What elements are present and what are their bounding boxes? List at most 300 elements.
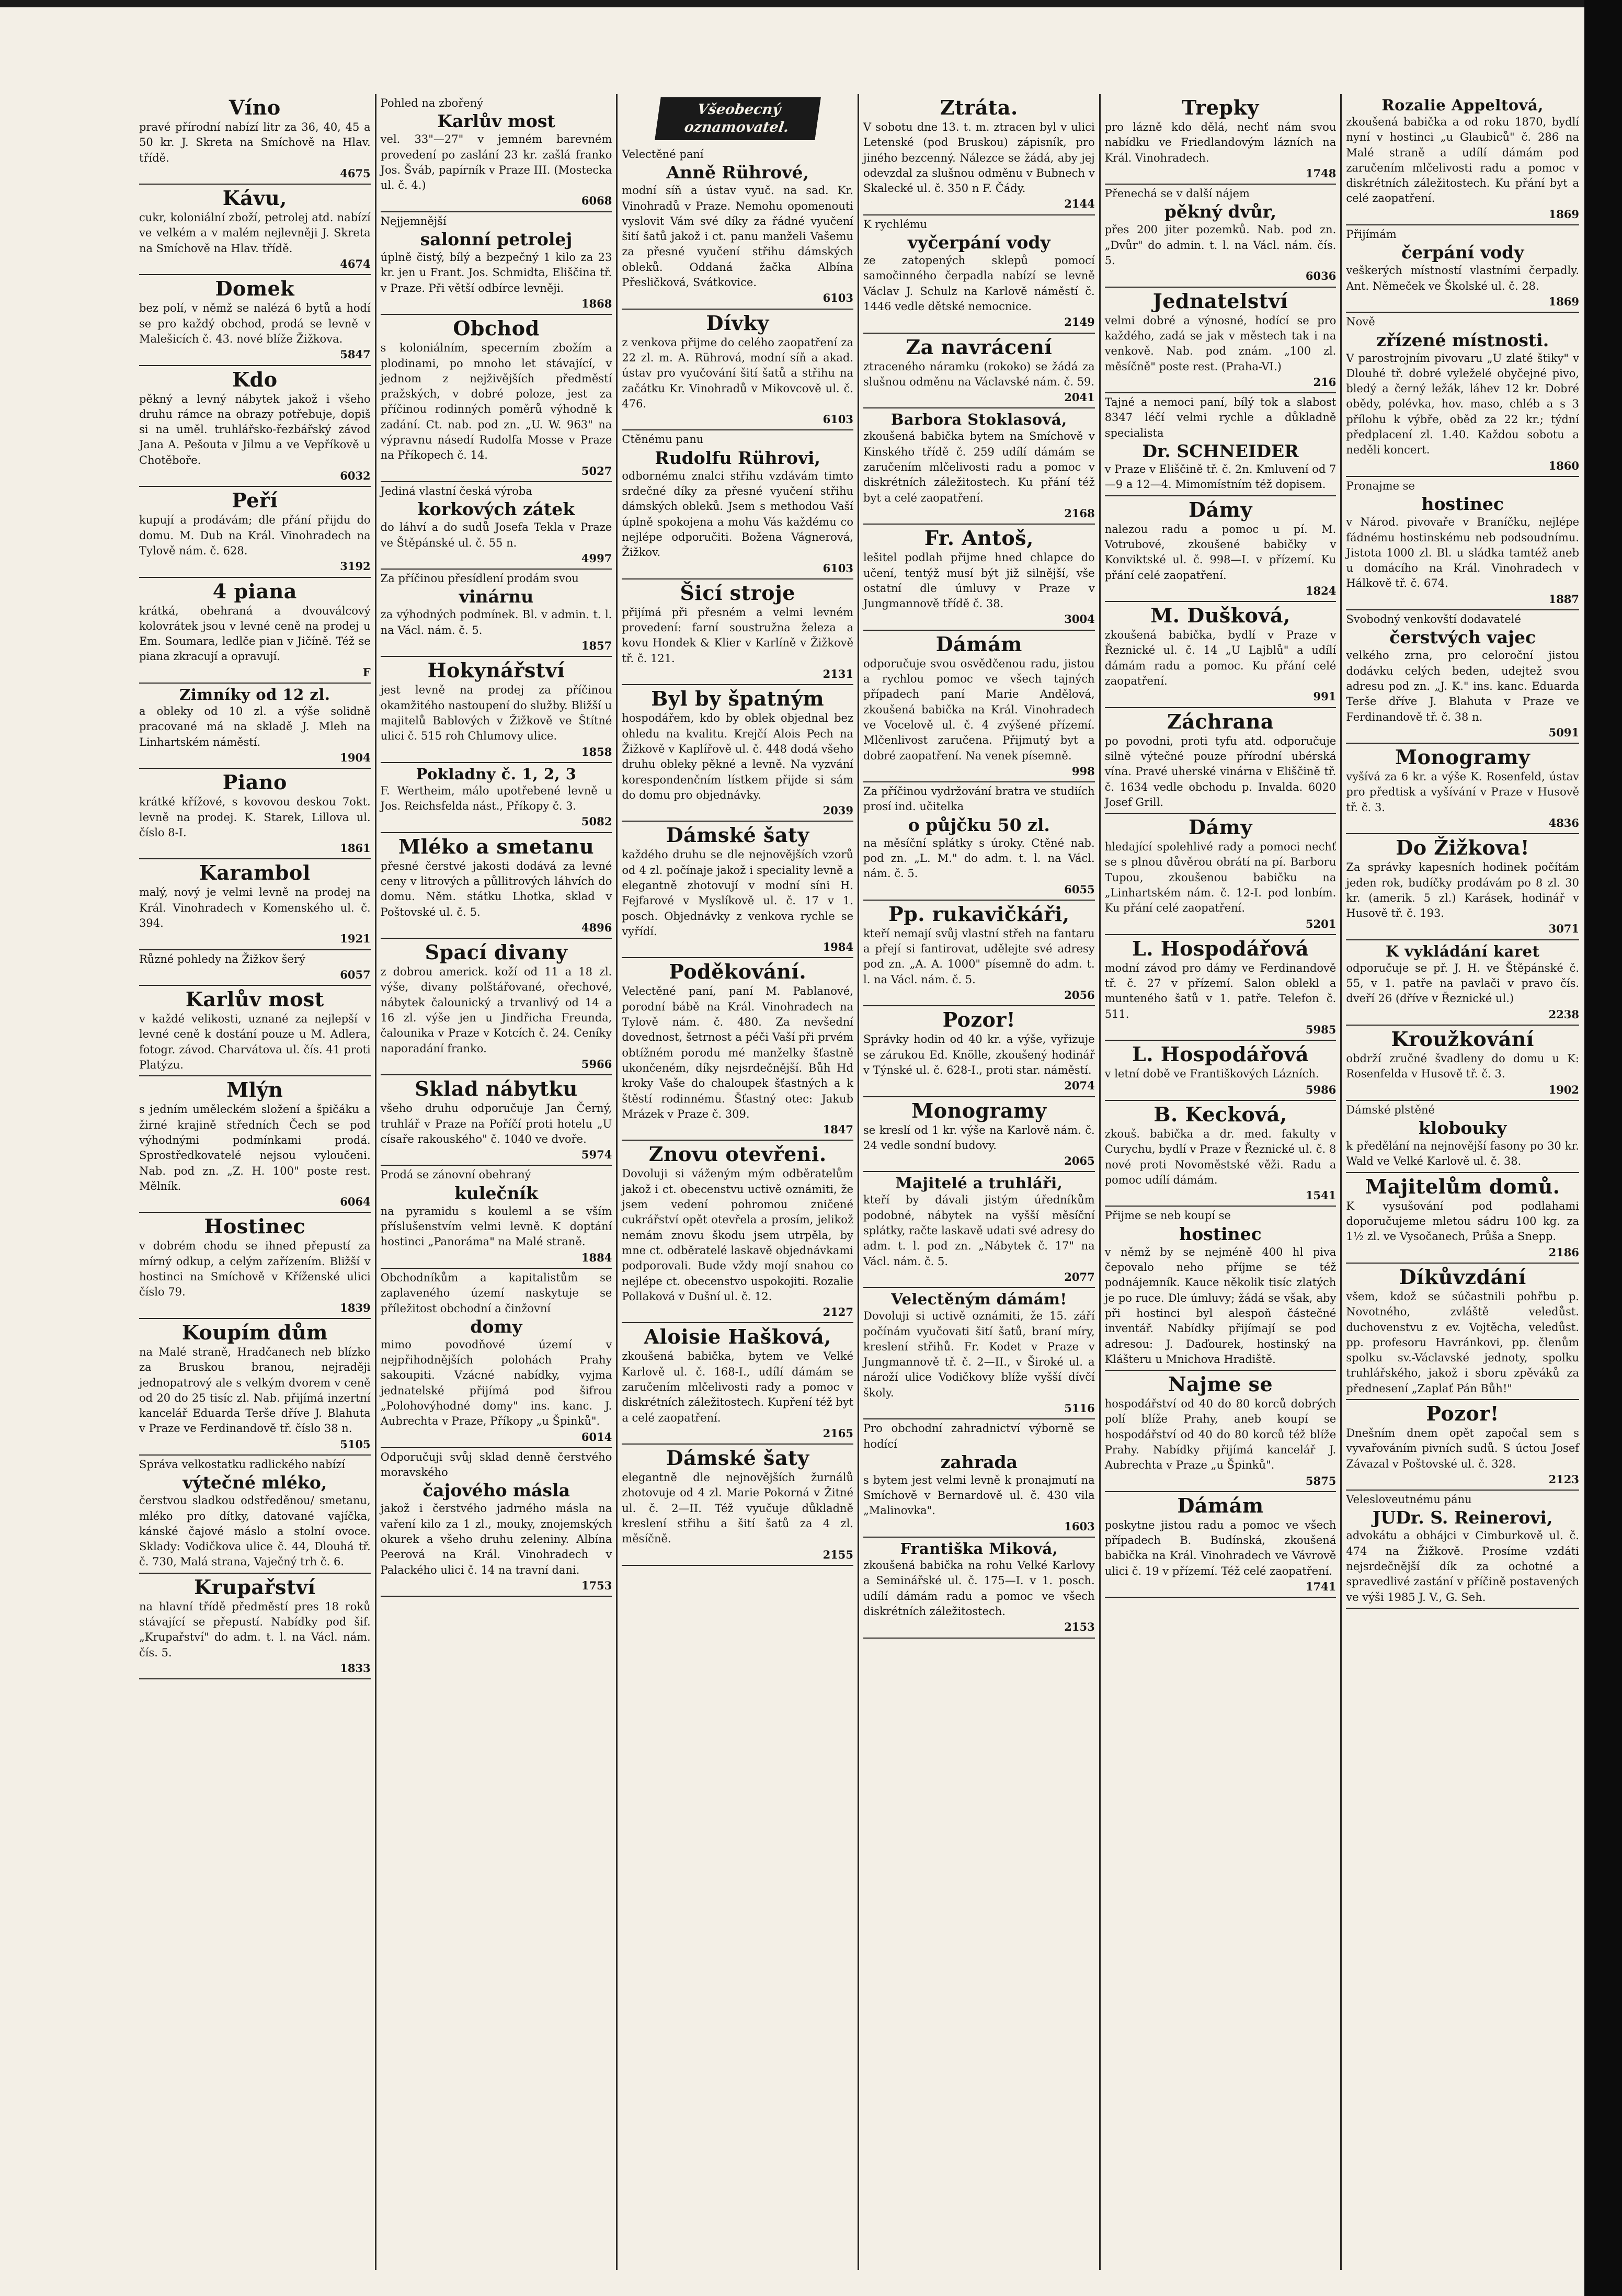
ad-body: [1346, 1102, 1579, 1169]
classified-ad: [863, 525, 1095, 630]
ad-text: Pohled na zbořený: [380, 97, 484, 109]
ad-body: [381, 96, 612, 193]
ad-body: [622, 984, 853, 1122]
ad-heading: Víno: [229, 96, 281, 119]
ad-number: 5201: [1305, 917, 1337, 930]
classified-ad: [863, 1419, 1095, 1538]
ad-body: [1346, 1199, 1579, 1245]
top-edge: [0, 0, 1622, 7]
ad-body: [1105, 186, 1337, 268]
classified-ad: [863, 1006, 1095, 1097]
classified-ad: [863, 782, 1095, 901]
masthead-line-2: oznamovatel.: [683, 119, 790, 135]
ad-text-continued: velkého zrna, pro celoroční jistou dodávku celých beden, udejtež svou adresu pod zn. „J. K." ins. kanc. Eduarda Terše dříve J. Blahuta v Praze ve Ferdinandově tř. č. 38 n.: [1346, 649, 1580, 723]
ad-body: [1105, 1396, 1337, 1473]
ad-number: 2074: [1064, 1079, 1095, 1093]
ad-number: 1833: [340, 1661, 371, 1675]
classified-ad: [139, 185, 371, 275]
ad-body: [381, 964, 612, 1056]
ad-text: Velectěné paní: [622, 148, 704, 161]
classified-ad: [1346, 1264, 1579, 1400]
ad-text: Ctěnému panu: [622, 433, 704, 446]
classified-ad: [863, 215, 1095, 334]
ad-number: 2123: [1548, 1472, 1580, 1486]
ad-highlight: vyčerpání vody: [907, 232, 1050, 253]
classified-ad: [1346, 1173, 1579, 1264]
classified-ad: [622, 1445, 853, 1566]
ad-heading: Pp. rukavičkáři,: [888, 902, 1070, 926]
ad-number: 1887: [1548, 592, 1580, 606]
ad-number: 5027: [581, 464, 612, 478]
classified-ad: [622, 145, 853, 310]
ad-text: zkoušená babička na rohu Velké Karlovy a Seminářské ul. č. 175—I. v 1. posch. udílí dámám radu a pomoc ve všech diskrétních záležitostech.: [863, 1559, 1095, 1618]
ad-body: [622, 1166, 853, 1304]
classified-ad: [1105, 708, 1337, 814]
classified-ad: [1346, 477, 1579, 610]
ad-heading: Spací divany: [425, 940, 568, 964]
ad-body: [381, 484, 612, 551]
classified-ad: [863, 1538, 1095, 1638]
ad-text: po povodni, proti tyfu atd. odporučuje silně výtečné pouze přírodní ubérská vína. Pravé uherské vinárna v Eliščině tř. č. 1634 vedle obchodu p. Invalda. 6020 Josef Grill.: [1104, 734, 1337, 809]
ad-heading: Hostinec: [204, 1214, 306, 1238]
classified-ad: [1105, 1101, 1337, 1207]
column-2: [376, 94, 618, 2270]
ad-text: Dovoluji si uctivě oznámiti, že 15. září počínám vyučovati šití šatů, braní míry, kreslení střihů. Fr. Kodet v Praze v Jungmannově tř. č. 2—II., v Široké ul. a nároží ulice Vodičkovy blíže vyšší dívčí školy.: [863, 1310, 1095, 1399]
ad-body: [139, 604, 371, 665]
ad-heading: Koupím dům: [181, 1320, 328, 1344]
ad-number: 6014: [581, 1430, 612, 1443]
ad-heading: Velectěným dámám!: [891, 1290, 1067, 1309]
ad-body: [622, 605, 853, 666]
ad-text: nalezou radu a pomoc u pí. M. Votrubové, zkoušené babičky v Konviktské ul. č. 998—I. v přízemí. Ku přání celé zaopatření.: [1104, 522, 1337, 582]
ad-body: [1346, 769, 1579, 815]
classified-ad: [1105, 1207, 1337, 1371]
ad-heading: Františka Miková,: [900, 1540, 1058, 1558]
ad-body: [139, 1102, 371, 1194]
ad-highlight: čerpání vody: [1401, 242, 1524, 263]
classified-ad: [1105, 1041, 1337, 1101]
ad-heading: Fr. Antoš,: [924, 526, 1034, 550]
ad-heading: Dámy: [1189, 815, 1252, 839]
ad-text: Tajné a nemoci paní, bílý tok a slabost 8347 léčí velmi rychle a důkladně specialista: [1104, 396, 1337, 439]
ad-text: krátké křížové, s kovovou deskou 7okt. levně na prodej. K. Starek, Lillova ul. číslo 8-I.: [139, 795, 371, 839]
column-4: [859, 94, 1101, 2270]
ad-body: [1346, 1289, 1579, 1396]
ad-heading: Aloisie Hašková,: [644, 1325, 831, 1349]
ad-number: 1884: [581, 1251, 612, 1264]
classified-ad: [622, 1323, 853, 1445]
ad-text-continued: advokátu a obhájci v Cimburkově ul. č. 474 na Žižkově. Prosíme vzdáti nejsrdečnější dík za ochotné a spravedlivé zastání v příčině postavených ve výši 1985 J. V., G. Seh.: [1346, 1529, 1580, 1604]
ad-text: zkoušená babička, bytem ve Velké Karlově ul. č. 168-I., udílí dámám se zaručením mlčelivosti rady a pomoc v diskrétních záležitostech. Kupření též byt a celé zaopatření.: [622, 1350, 854, 1424]
classified-ad: [139, 859, 371, 950]
ad-body: [863, 926, 1095, 987]
ad-text: přijímá při přesném a velmi levném provedení: farní soustružna železa a kovu Hondek & Klier v Karlíně v Žižkově tř. č. 121.: [622, 606, 854, 665]
ad-heading: B. Kecková,: [1153, 1102, 1287, 1126]
ad-text: Správa velkostatku radlického nabízí: [139, 1458, 346, 1471]
ad-number: 1860: [1548, 459, 1580, 472]
masthead-line-1: Všeobecný: [696, 101, 782, 118]
ad-number: 4836: [1548, 816, 1580, 829]
ad-heading: Pokladny č. 1, 2, 3: [416, 765, 577, 783]
classified-ad: [1346, 1026, 1579, 1101]
ad-number: 2077: [1064, 1270, 1095, 1283]
ad-body: [381, 1270, 612, 1429]
ad-number: 998: [1071, 764, 1095, 778]
ad-text: pravé přírodní nabízí litr za 36, 40, 45 a 50 kr. J. Skreta na Smíchově na Hlav. třídě.: [139, 121, 371, 164]
ad-heading: Šicí stroje: [680, 581, 795, 605]
ad-text-continued: jakož i čerstvého jadrného másla na vaření kilo za 1 zl., mouky, znojemských okurek a všeho druhu zeleniny. Albína Peerová na Král. Vinohradech v Palackého ulici č. 14 na travní dani.: [380, 1502, 612, 1576]
ad-number: 6032: [340, 469, 371, 483]
ad-text: odporučuje se př. J. H. ve Štěpánské č. 55, v 1. patře na pavlači v pravo čís. dveří 26 (dříve v Řeznické ul.): [1346, 961, 1580, 1005]
ad-body: [139, 1457, 371, 1570]
classified-ad: [1105, 288, 1337, 393]
ad-body: [381, 1101, 612, 1147]
ad-number: 2056: [1064, 988, 1095, 1002]
ad-text: Přijímám: [1346, 228, 1397, 241]
ad-number: 5966: [581, 1057, 612, 1071]
classified-ad: [1346, 313, 1579, 477]
ad-body: [1105, 395, 1337, 492]
classified-ad: [381, 570, 612, 657]
ad-number: 2041: [1064, 391, 1095, 404]
ad-number: 1921: [340, 932, 371, 946]
classified-ad: [1346, 225, 1579, 313]
ad-heading: Znovu otevřeni.: [648, 1142, 827, 1166]
ad-body: [863, 550, 1095, 611]
ad-number: 5974: [581, 1148, 612, 1162]
ad-heading: Mléko a smetanu: [398, 834, 595, 858]
ad-heading: Sklad nábytku: [415, 1077, 578, 1101]
ad-number: 1858: [581, 745, 612, 758]
ad-body: [863, 359, 1095, 390]
ad-heading: Dívky: [706, 311, 769, 335]
classified-ad: [1346, 940, 1579, 1026]
classified-ad: [1105, 814, 1337, 935]
classified-ad: [139, 578, 371, 684]
ad-number: 1839: [340, 1301, 371, 1314]
ad-text-continued: V parostrojním pivovaru „U zlaté štiky" v Dlouhé tř. dobré vyleželé obyčejné pivo, bledý a černý ležák, láhev 12 kr. Dobré obědy, polévka, hov. maso, chléb a s 3 přílohu k výbře, oběd za 22 kr.; týdní předplacení zl. 1.40. Každou sobotu a neděli koncert.: [1346, 351, 1580, 457]
ad-heading: Monogramy: [1395, 745, 1530, 769]
ad-text: kteří nemají svůj vlastní střeh na fantaru a přejí si fantirovat, udělejte své adresy pod zn. „A. A. 1000" písemně do adm. t. l. na Václ. nám. č. 5.: [863, 927, 1095, 986]
ad-heading: M. Dušková,: [1150, 604, 1290, 628]
ad-number: 4997: [581, 551, 612, 565]
ad-heading: Ztráta.: [940, 96, 1018, 119]
classified-ad: [863, 408, 1095, 525]
ad-number: 6036: [1305, 269, 1337, 283]
ad-text: zkoušená babička, bydlí v Praze v Řeznické ul. č. 14 „U Lajblů" a udílí dámám radu a pomoc. Ku přání celé zaopatření.: [1104, 629, 1337, 688]
ad-body: [139, 1238, 371, 1300]
classified-ad: [381, 1448, 612, 1597]
ad-number: 5116: [1064, 1402, 1095, 1415]
ad-text: kteří by dávali jistým úředníkům podobné, nábytek na vyšší měsíční splátky, račte laskavě udati své adresy do adm. t. l. pod zn. „Nábytek č. 17" na Václ. nám. č. 5.: [863, 1194, 1095, 1268]
ad-number: 3192: [340, 560, 371, 573]
ad-text-continued: ze zatopených sklepů pomocí samočinného čerpadla nabízí se levně Václav J. Schulz na Karlově náměstí č. 1446 vedle dětské nemocnice.: [863, 254, 1095, 313]
column-3: [618, 94, 859, 2270]
ad-highlight: vinárnu: [459, 586, 534, 607]
ad-text: Nově: [1346, 315, 1375, 328]
ad-heading: Dámy: [1189, 497, 1252, 521]
ad-text: všeho druhu odporučuje Jan Černý, truhlář v Praze na Poříčí proti hotelu „U císaře rakouského" č. 1040 ve dvoře.: [380, 1102, 612, 1145]
ad-text: Přenechá se v další nájem: [1104, 187, 1250, 200]
ad-number: 1861: [340, 842, 371, 855]
classified-ad: [139, 487, 371, 577]
classified-ad: [622, 958, 853, 1141]
ad-body: [1105, 120, 1337, 166]
classified-ad: [139, 366, 371, 487]
ad-number: 6064: [340, 1195, 371, 1209]
ad-highlight: zřízené místnosti.: [1376, 329, 1549, 350]
classified-ad: [622, 579, 853, 685]
ad-body: [1346, 479, 1579, 592]
ad-text-continued: v němž by se nejméně 400 hl piva čepovalo neho příjme se též podnájemník. Kauce několik tisíc zlatých je po ruce. Dle úmluvy; žádá se však, aby při hostinci byl alespoň částečné inventář. Nabídky přijímají se pod adresou: J. Daďourek, hostinský na Klášteru u Mnichova Hradiště.: [1104, 1245, 1337, 1366]
ad-text: z venkova přijme do celého zaopatření za 22 zl. m. A. Rührová, modní síň a akad. ústav pro vyučování šití šatů a střihu na začátku Kr. Vinohradů v Mikovcově ul. č. 476.: [622, 336, 854, 410]
ad-text: Dnešním dnem opět započal sem s vyvařováním pivních sudů. S úctou Josef Závazal v Poštovské ul. č. 328.: [1346, 1427, 1580, 1470]
ad-text: Odporučuji svůj sklad denně čerstvého moravského: [380, 1450, 612, 1479]
ad-highlight: čajového másla: [422, 1480, 570, 1501]
ad-text: zkouš. babička a dr. med. fakulty v Curychu, bydlí v Praze v Řeznické ul. č. 8 nové proti Novoměstské věži. Radu a pomoc udílí dámám.: [1104, 1127, 1337, 1186]
classified-ad: [381, 657, 612, 763]
ad-body: [622, 1470, 853, 1547]
ad-text: Správky hodin od 40 kr. a výše, vyřizuje se zárukou Ed. Knölle, zkoušený hodinář v Týnské ul. č. 628-I., proti star. náměstí.: [863, 1033, 1095, 1076]
ad-text: krátká, obehraná a dvouválcový kolovrátek jsou v levné ceně na prodej u Em. Soumara, ledlče pian v Jičíně. Též se piana zkracují a opravují.: [139, 604, 371, 663]
ad-heading: Kroužkování: [1391, 1027, 1534, 1051]
classified-ad: [1105, 185, 1337, 287]
ad-highlight: Rudolfu Rührovi,: [655, 447, 821, 468]
ad-number: F: [362, 665, 371, 679]
classified-ad: [863, 1097, 1095, 1173]
ad-heading: Zimníky od 12 zl.: [179, 686, 330, 704]
ad-text-continued: k předělání na nejnovější fasony po 30 kr. Wald ve Velké Karlově ul. č. 38.: [1346, 1140, 1580, 1168]
ad-highlight: čerstvých vajec: [1389, 627, 1536, 648]
classified-ad: [863, 1288, 1095, 1419]
ad-text-continued: na pyramidu s kouleml a se vším příslušenstvím velmi levně. K doptání hostinci „Panoráma" na Malé straně.: [380, 1204, 612, 1248]
ad-heading: Krupařství: [194, 1575, 316, 1599]
ad-highlight: JUDr. S. Reinerovi,: [1372, 1507, 1553, 1528]
ad-body: [139, 301, 371, 347]
ad-text: s koloniálním, specerním zbožím a plodinami, po mnoho let stávající, v jednom z nejživějších předměstí pražských, v dobré poloze, jest za příčinou rodinných poměrů výhodně k zadání. Ct. nab. pod zn. „U. W. 963" na výpravnu násedí Rudolfa Mosse v Praze na Příkopech č. 14.: [380, 342, 612, 462]
ad-text-continued: v Národ. pivovaře v Braníčku, nejlépe fádnému hostinskému neb podsoudnímu. Jistota 1000 zl. Bl. u sládka tamtéž aneb u domácího na Král. Vinohradech v Hálkově tř. č. 674.: [1346, 516, 1580, 590]
ad-highlight: domy: [470, 1316, 522, 1337]
ad-heading: Obchod: [453, 316, 540, 340]
ad-number: 1541: [1305, 1189, 1337, 1202]
ad-text: obdrží zručné švadleny do domu u K: Rosenfelda v Husově tř. č. 3.: [1346, 1052, 1580, 1081]
classified-ad: [139, 275, 371, 366]
ad-text: Za správky kapesních hodinek počítám jeden rok, budíčky prodávám po 8 zl. 30 kr. (amerik. 5 zl.) Karásek, hodinář v Husově tř. č. 193.: [1346, 861, 1580, 920]
ad-heading: L. Hospodářová: [1132, 1042, 1309, 1066]
ad-body: [1105, 961, 1337, 1022]
ad-body: [863, 1421, 1095, 1518]
ad-heading: Poděkování.: [669, 960, 807, 984]
ad-number: 4896: [581, 920, 612, 934]
classified-ad: [622, 822, 853, 958]
classified-ad: [1105, 602, 1337, 708]
ad-highlight: korkových zátek: [417, 499, 575, 520]
ad-body: [139, 1345, 371, 1437]
classified-ad: [139, 1574, 371, 1679]
ad-heading: Trepky: [1182, 96, 1259, 119]
ad-text: v letní době ve Františkových Lázních.: [1104, 1067, 1319, 1081]
ad-text: a obleky od 10 zl. a výše solidně pracované má na skladě J. Mleh na Linhartském náměstí.: [139, 705, 371, 748]
classified-ad: [1346, 94, 1579, 225]
ad-number: 5091: [1548, 725, 1580, 739]
ad-text: vyšívá za 6 kr. a výše K. Rosenfeld, ústav pro předtisk a vyšívání v Praze v Husově tř. č. 3.: [1346, 770, 1580, 814]
ad-number: 1904: [340, 751, 371, 764]
ad-heading: Mlýn: [226, 1078, 283, 1102]
ad-text-continued: čerstvou sladkou odstředěnou/ smetanu, mléko pro dítky, datované vajíčka, kánské čajové máslo a stolní ovoce. Sklady: Vodičkova ulice č. 44, Dlouhá tř. č. 730, Malá strana, Vaječný trh č. 6.: [139, 1494, 371, 1568]
ad-body: [1105, 839, 1337, 916]
ad-heading: Hokynářství: [427, 658, 565, 683]
ad-body: [863, 1123, 1095, 1154]
classified-ad: [381, 482, 612, 570]
masthead: [655, 97, 821, 140]
ad-number: 5986: [1305, 1083, 1337, 1096]
ad-text: Dámské plstěné: [1346, 1103, 1435, 1116]
ad-body: [1346, 1426, 1579, 1472]
classified-ad: [1346, 1400, 1579, 1491]
ad-number: 2144: [1064, 197, 1095, 211]
classified-ad: [863, 94, 1095, 215]
ad-body: [139, 794, 371, 840]
ad-body: [863, 217, 1095, 314]
ad-body: [139, 120, 371, 166]
ad-heading: Do Žižkova!: [1396, 836, 1530, 860]
ad-highlight: salonní petrolej: [420, 229, 573, 250]
ad-text: s jedním uměleckém složení a špičáku a žirné krajině středních Čech se pod výhodnými podmínkami prodá. Sprostředkovatelé nejsou vyloučeni. Nab. pod zn. „Z. H. 100" poste rest. Mělník.: [139, 1103, 371, 1192]
ad-body: [1105, 1518, 1337, 1579]
classified-ad: [1105, 935, 1337, 1041]
ad-body: [381, 340, 612, 463]
ad-number: 1603: [1064, 1519, 1095, 1533]
ad-body: [1346, 860, 1579, 921]
ad-number: 1869: [1548, 294, 1580, 308]
ad-body: [381, 859, 612, 920]
ad-text: Za příčinou vydržování bratra ve studiích prosí ind. učitelka: [863, 785, 1095, 813]
classified-ad: [139, 1456, 371, 1574]
ad-heading: Domek: [215, 277, 295, 301]
ad-body: [622, 1349, 853, 1425]
classified-ad: [1346, 1491, 1579, 1609]
ad-number: 1824: [1305, 584, 1337, 597]
ad-text: hledající spolehlivé rady a pomoci nechť se s plnou důvěrou obrátí na pí. Barboru Tupou, zkoušenou babičku na „Linhartském nám. č. 12-I. pod lonbím. Ku přání celé zaopatření.: [1104, 840, 1337, 915]
ad-body: [1105, 1127, 1337, 1188]
classified-ad: [381, 94, 612, 212]
ad-heading: Monogramy: [911, 1098, 1047, 1122]
ad-columns: [135, 94, 1583, 2270]
ad-body: [1346, 314, 1579, 458]
classified-ad: [381, 763, 612, 833]
ad-body: [1105, 522, 1337, 583]
ad-heading: 4 piana: [212, 579, 297, 603]
ad-text: elegantně dle nejnovějších žurnálů zhotovuje od 4 zl. Marie Pokorná v Žitné ul. č. 2—II. Též vyučuje důkladně kreslení střihu a šití šatů za 4 zl. měsíčně.: [622, 1471, 854, 1545]
ad-text: se kreslí od 1 kr. výše na Karlově nám. č. 24 vedle sondní budovy.: [863, 1123, 1095, 1152]
ad-number: 5847: [340, 348, 371, 361]
ad-text: Za příčinou přesídlení prodám svou: [380, 572, 579, 585]
ad-highlight: kulečník: [454, 1183, 538, 1203]
ad-number: 2065: [1064, 1154, 1095, 1168]
ad-text: ztraceného náramku (rokoko) se žádá za slušnou odměnu na Václavské nám. č. 59.: [863, 360, 1095, 388]
ad-number: 5082: [581, 815, 612, 828]
ad-heading: Peří: [232, 488, 278, 513]
classified-ad: [381, 315, 612, 482]
ad-text: v dobrém chodu se ihned přepustí za mírný odkup, a celým zařízením. Bližší v hostinci na Smíchově v Kříženské ulici číslo 79.: [139, 1240, 371, 1299]
classified-ad: [1105, 393, 1337, 496]
ad-body: [622, 711, 853, 803]
ad-body: [863, 120, 1095, 196]
ad-text: na hlavní třídě předměstí pres 18 roků stávající se přepustí. Nabídky pod šif. „Krupařství" do adm. t. l. na Václ. nám. čís. 5.: [139, 1600, 371, 1659]
ad-heading: Za navrácení: [906, 335, 1053, 359]
classified-ad: [1346, 744, 1579, 834]
ad-body: [1105, 734, 1337, 810]
ad-body: [1105, 313, 1337, 374]
classified-ad: [1105, 94, 1337, 185]
classified-ad: [139, 94, 371, 185]
ad-heading: Piano: [222, 770, 287, 794]
ad-heading: Rozalie Appeltová,: [1381, 96, 1544, 114]
ad-number: 2238: [1548, 1007, 1580, 1021]
ad-heading: Dámské šaty: [666, 1446, 809, 1470]
ad-heading: Kávu,: [222, 186, 287, 210]
ad-text: F. Wertheim, málo upotřebené levně u Jos. Reichsfelda nást., Příkopy č. 3.: [380, 784, 612, 813]
ad-heading: Pozor!: [1426, 1402, 1499, 1425]
ad-heading: Majitelům domů.: [1365, 1174, 1560, 1198]
classified-ad: [863, 901, 1095, 1006]
ad-heading: Najme se: [1168, 1372, 1273, 1396]
ad-body: [622, 335, 853, 412]
ad-text: modní závod pro dámy ve Ferdinandově tř. č. 27 v přízemí. Salon oblekl a munteného šatů v 1. patře. Telefon č. 511.: [1104, 961, 1337, 1020]
ad-text: cukr, koloniální zboží, petrolej atd. nabízí ve velkém a v malém nejlevněji J. Skreta na Smíchově na Hlav. třídě.: [139, 211, 371, 255]
ad-text: v každé velikosti, uznané za nejlepší v levné ceně k dostání pouze u M. Adlera, fotogr. závod. Charvátova ul. čís. 41 proti Platýzu.: [139, 1013, 371, 1072]
ad-body: [139, 210, 371, 256]
ad-text: zkoušená babička bytem na Smíchově v Kinského třídě č. 259 udílí dámám se zaručením mlčelivosti radu a pomoc v diskrétních záležitostech. Ku přání též byt a celé zaopatření.: [863, 430, 1095, 504]
ad-heading: Barbora Stoklasová,: [890, 411, 1067, 429]
ad-body: [863, 1309, 1095, 1401]
ad-number: 1857: [581, 639, 612, 653]
ad-body: [1346, 1492, 1579, 1605]
classified-ad: [863, 631, 1095, 782]
ad-number: 2039: [823, 804, 854, 817]
classified-ad: [381, 939, 612, 1075]
ad-text-continued: odbornému znalci střihu vzdávám timto srdečné díky za přesné vyučení střihu dámských obleků. Jsem s methodou Vaší úplně spokojena a mohu Vás každému co nejlépe odporučiti. Božena Vágnerová, Žižkov.: [622, 469, 854, 559]
classified-ad: [139, 950, 371, 986]
classified-ad: [381, 212, 612, 315]
ad-body: [622, 432, 853, 560]
classified-ad: [1105, 1371, 1337, 1492]
ad-number: 4674: [340, 257, 371, 271]
ad-body: [1346, 961, 1579, 1007]
ad-body: [863, 1558, 1095, 1619]
classified-ad: [1105, 1492, 1337, 1598]
classified-ad: [139, 1319, 371, 1456]
classified-ad: [139, 769, 371, 859]
classified-ad: [139, 684, 371, 769]
ad-heading: Kdo: [232, 367, 278, 391]
ad-text: zkoušená babička a od roku 1870, bydlí nyní v hostinci „u Glaubiců" č. 286 na Malé straně a udílí dámám pod zaručením mlčelivosti radu a pomoc v diskrétních záležitostech. Ku přání byt a celé zaopatření.: [1346, 116, 1580, 205]
ad-body: [1346, 612, 1579, 725]
ad-number: 2165: [823, 1426, 854, 1440]
ad-body: [381, 783, 612, 814]
ad-text: na Malé straně, Hradčanech neb blízko za Bruskou branou, nejraději jednopatrový ale s velkým dvorem v ceně od 20 do 25 tisíc zl. Nab. přijímá inzertní kancelář Eduarda Terše dříve J. Blahuta v Praze ve Ferdinandově tř. číslo 38 n.: [139, 1345, 371, 1435]
ad-number: 6068: [581, 194, 612, 208]
ad-text: Pronajme se: [1346, 479, 1415, 492]
ad-number: 4675: [340, 166, 371, 180]
ad-text-continued: za výhodných podmínek. Bl. v admin. t. l. na Václ. nám. č. 5.: [380, 608, 612, 636]
ad-text-continued: úplně čistý, bílý a bezpečný 1 kilo za 23 kr. jen u Frant. Jos. Schmidta, Eliščina tř. v Praze. Při větší odbírce levněji.: [380, 251, 612, 294]
ad-heading: Díkůvzdání: [1399, 1265, 1526, 1289]
ad-text-continued: modní síň a ústav vyuč. na sad. Kr. Vinohradů v Praze. Nemohu opomenouti vyslovit Vám své díky za řádné vyučení šití šatů jakož i ct. panu manželi Vašemu za přesné vyučení střihu dámských obleků. Oddaná žačka Albína Přesličková, Svátkovice.: [622, 184, 854, 289]
ad-number: 1748: [1305, 166, 1337, 180]
ad-number: 5985: [1305, 1023, 1337, 1037]
ad-text: jest levně na prodej za příčinou okamžitého nastoupení do služby. Bližší u majitelů Bablových v Žižkově ve Štítné ulici č. 515 roh Chlumovy ulice.: [380, 684, 612, 743]
